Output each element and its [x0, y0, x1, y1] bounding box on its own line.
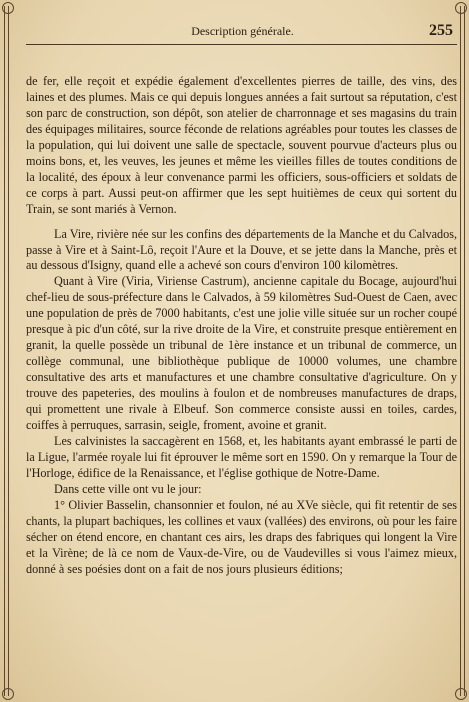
body-text	[26, 74, 457, 578]
left-border-ornament	[4, 6, 9, 696]
corner-ornament	[2, 2, 14, 14]
running-header	[30, 22, 455, 42]
corner-ornament	[2, 688, 14, 700]
page-number: 255	[429, 22, 453, 39]
paragraph-history: Les calvinistes la saccagèrent en 1568, et, les habitants ayant embrassé le parti de la Ligue, l'armée royale lui fit éprouver le même sort en 1590. On y remarque la Tour de l'Horloge, édifice de la Renaissance, et l'église gothique de Notre-Dame.	[26, 433, 457, 480]
header-rule	[26, 44, 457, 45]
paragraph-vernon: de fer, elle reçoit et expédie également d'excellentes pierres de taille, des vins, des laines et des plumes. Mais ce qui depuis longues années a fait surtout sa réputation, c'est son parc de construction, son dépôt, son atelier de charronnage et ses magasins du train des équipages militaires, source féconde de relations agréables pour toutes les classes de la population, qui lui doivent une salle de spectacle, souvent pourvue d'acteurs plus ou moins bons, et, les veuves, les jeunes et même les vieilles filles de toutes conditions de la localité, des époux à leur convenance parmi les officiers, sous-officiers et soldats de ce corps à part. Aussi peut-on affirmer que les sept huitièmes de ceux qui sortent du Train, se sont mariés à Vernon.	[26, 74, 457, 216]
paragraph-vire-town: Quant à Vire (Viria, Viriense Castrum), ancienne capitale du Bocage, aujourd'hui chef-lieu de sous-préfecture dans le Calvados, à 59 kilomètres Sud-Ouest de Caen, avec une population de près de 7000 habitants, c'est une jolie ville située sur un rocher coupé presque à pic d'un côté, sur la rive droite de la Vire, et construite presque entièrement en granit, la quelle possède un tribunal de 1ère instance et un tribunal de commerce, un collège communal, une bibliothèque publique de 10000 volumes, une chambre consultative des arts et manufactures et une chambre consultative d'agriculture. On y trouve des papeteries, des moulins à foulon et de nombreuses manufactures de draps, qui promettent une rivale à Elbeuf. Son commerce consiste aussi en toiles, cardes, coiffes à perruques, sarrasin, seigle, froment, avoine et granit.	[26, 274, 457, 433]
paragraph-vire-river: La Vire, rivière née sur les confins des départements de la Manche et du Calvados, passe à Vire et à Saint-Lô, reçoit l'Aure et la Douve, et se jette dans la Manche, près et au dessous d'Isigny, quand elle a achevé son cours d'environ 100 kilomètres.	[26, 226, 457, 273]
paragraph-notables-intro: Dans cette ville ont vu le jour:	[54, 481, 202, 496]
paragraph-basselin: 1° Olivier Basselin, chansonnier et foulon, né au XVe siècle, qui fit retentir de ses chants, la plupart bachiques, les collines et vaux (vallées) des environs, où pour les faire sécher on étend encore, en chantant ces airs, les draps des fabriques qui longent la Vire et la Virène; de là ce nom de Vaux-de-Vire, ou de Vaudevilles si vous l'aimez mieux, donné à ses poésies dont on a fait de nos jours plusieurs éditions;	[26, 497, 457, 576]
corner-ornament	[455, 2, 467, 14]
right-border-ornament	[460, 6, 465, 696]
running-title: Description générale.	[191, 24, 294, 38]
corner-ornament	[455, 688, 467, 700]
